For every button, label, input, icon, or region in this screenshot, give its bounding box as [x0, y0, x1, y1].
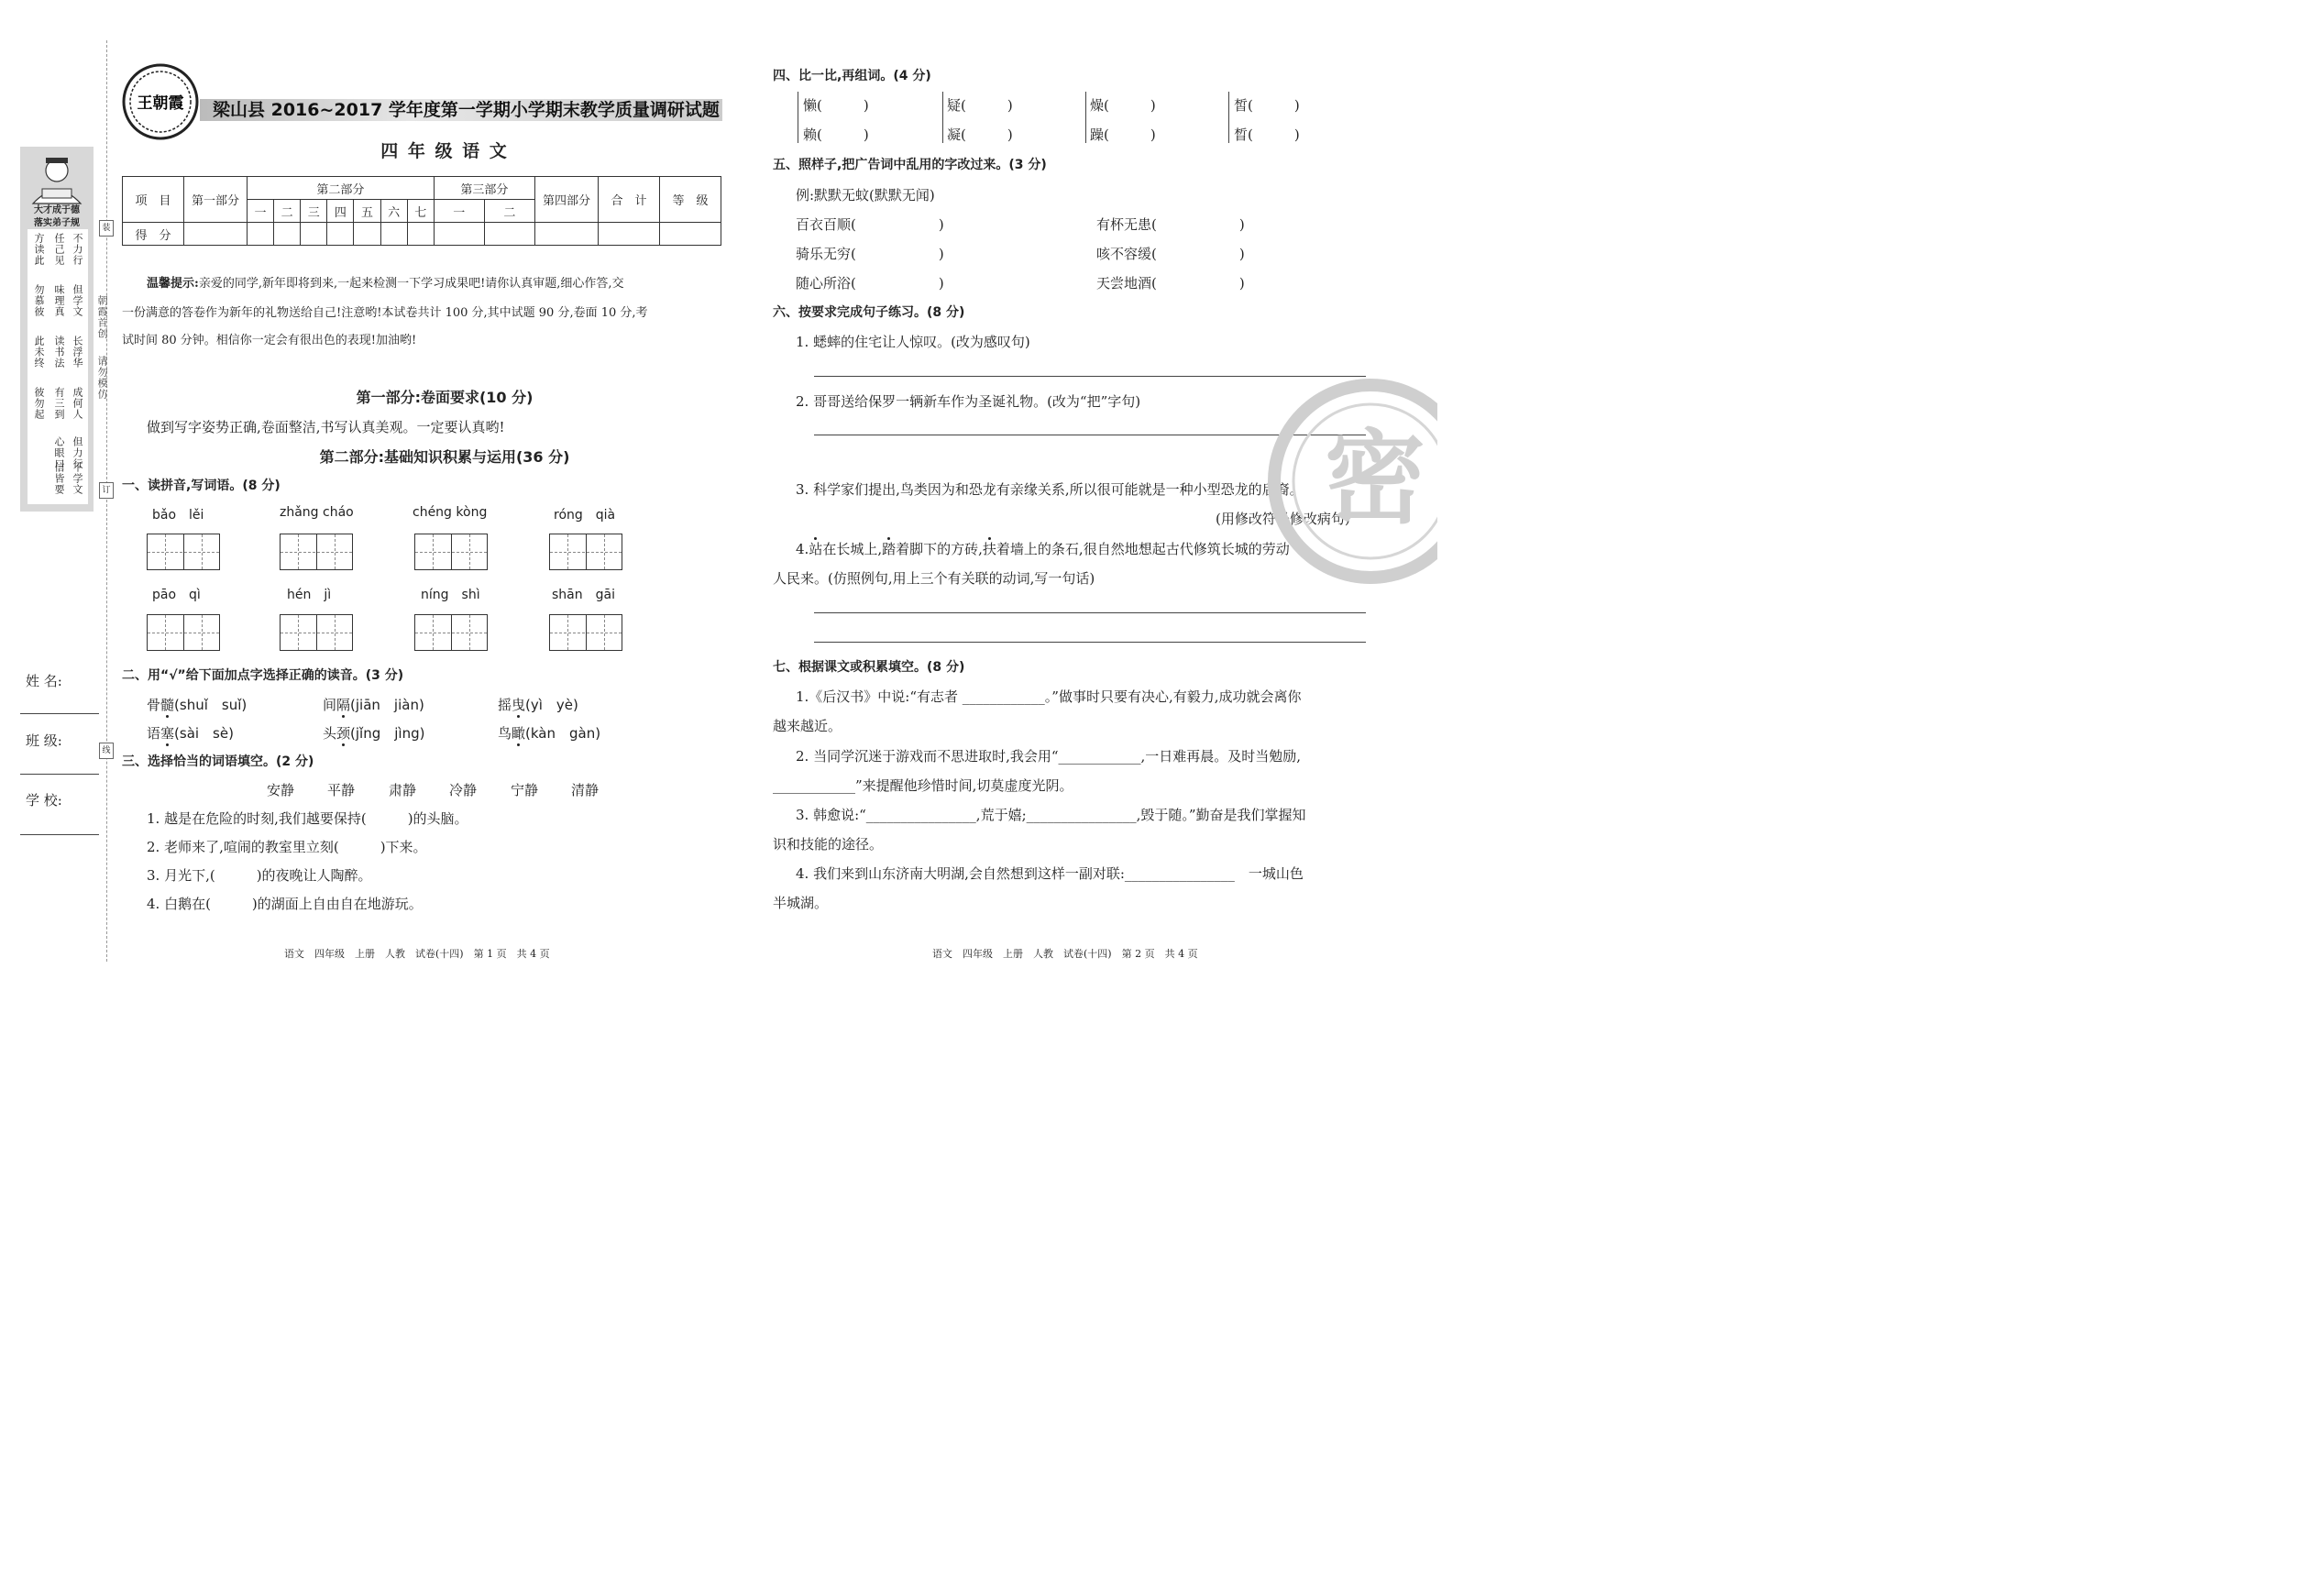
q5-item[interactable]: 有杯无患( )	[1096, 216, 1245, 233]
brand-logo	[121, 62, 200, 141]
footer-left: 语文 四年级 上册 人教 试卷(十四) 第 1 页 共 4 页	[284, 948, 550, 960]
q2-item[interactable]	[498, 695, 578, 714]
pinyin: bǎo lěi	[152, 508, 204, 523]
writing-grid[interactable]	[280, 534, 353, 570]
q6-s4-text: 着脚下的方砖,	[896, 541, 983, 557]
q5-title: 五、照样子,把广告词中乱用的字改过来。(3 分)	[773, 158, 1047, 172]
pinyin: chéng kòng	[413, 505, 488, 520]
q5-item[interactable]: 百衣百顺( )	[796, 216, 944, 233]
score-table-header: 第二部分	[248, 177, 435, 200]
q6-sentence-3: 3. 科学家们提出,鸟类因为和恐龙有亲缘关系,所以很可能就是一种小型恐龙的后裔。	[796, 481, 1304, 498]
score-cell[interactable]	[184, 223, 248, 246]
score-table-col: 三	[301, 200, 327, 223]
score-table-header: 合 计	[599, 177, 660, 223]
score-table-col: 一	[434, 200, 484, 223]
school-title: 梁山县 2016~2017 学年度第一学期小学期末教学质量调研试题	[213, 100, 720, 120]
q4-item[interactable]: 晳( )	[1234, 127, 1300, 143]
tips-line-3: 试时间 80 分钟。相信你一定会有很出色的表现!加油哟!	[122, 334, 417, 347]
dotted-char: 塞	[160, 725, 175, 742]
poem-col: 有三到	[53, 387, 65, 420]
binding-line	[106, 40, 107, 962]
dotted-verb: 扶	[982, 541, 996, 557]
q7-line-1b: 越来越近。	[773, 718, 842, 734]
stamp-character: 密	[1325, 420, 1425, 537]
q3-item[interactable]: 1. 越是在危险的时刻,我们越要保持( )的头脑。	[147, 810, 468, 827]
q4-bracket	[1085, 92, 1086, 143]
q6-sentence-4b: 人民来。(仿照例句,用上三个有关联的动词,写一句话)	[773, 570, 1095, 587]
q3-item[interactable]: 2. 老师来了,喧闹的教室里立刻( )下来。	[147, 839, 427, 855]
writing-grid[interactable]	[414, 614, 488, 651]
word-option: 冷静	[449, 782, 478, 798]
name-field[interactable]	[20, 713, 99, 714]
q4-item[interactable]: 皙( )	[1234, 97, 1300, 114]
q6-sentence-1: 1. 蟋蟀的住宅让人惊叹。(改为感叹句)	[796, 334, 1030, 350]
score-cell[interactable]	[407, 223, 434, 246]
secret-stamp-watermark	[1265, 376, 1437, 587]
writing-grid[interactable]	[147, 614, 220, 651]
score-row-label: 得 分	[123, 223, 184, 246]
school-label: 学 校:	[26, 792, 62, 809]
q4-item[interactable]: 赖( )	[803, 127, 869, 143]
q6-s4-text: 在长城上,	[822, 541, 883, 557]
writing-grid[interactable]	[414, 534, 488, 570]
poem-col: 心眼口	[53, 436, 65, 469]
q6-sentence-3-note: (用修改符号修改病句)	[1216, 511, 1350, 527]
score-table-col: 一	[248, 200, 274, 223]
sidebar-motto-panel	[20, 147, 94, 512]
score-table-col: 二	[274, 200, 301, 223]
subject-title: 四 年 级 语 文	[380, 141, 509, 161]
q2-item[interactable]	[323, 695, 424, 714]
word-option: 平静	[327, 782, 356, 798]
score-table-header: 第四部分	[535, 177, 599, 223]
poem-col: 此未终	[33, 336, 45, 369]
score-table-header: 第三部分	[434, 177, 534, 200]
writing-grid[interactable]	[549, 614, 622, 651]
dotted-verb: 踏	[882, 541, 897, 557]
dotted-char: 髓	[160, 697, 175, 713]
q7-line-2b[interactable]: ____________”来提醒他珍惜时间,切莫虚度光阴。	[773, 777, 1073, 794]
score-cell[interactable]	[599, 223, 660, 246]
pinyin: hén jì	[287, 588, 332, 602]
writing-grid[interactable]	[147, 534, 220, 570]
pinyin: shān gāi	[552, 588, 615, 602]
score-table	[122, 176, 721, 246]
score-cell[interactable]	[660, 223, 721, 246]
logo-lettering: 王朝霞	[137, 94, 184, 113]
motto-line-2: 落实弟子规	[34, 218, 80, 228]
score-table-col: 六	[380, 200, 407, 223]
pinyin-options: (jǐng jìng)	[350, 725, 425, 742]
q7-line-1[interactable]: 1.《后汉书》中说:“有志者 ____________。”做事时只要有决心,有毅力,成功就会离你	[796, 688, 1302, 705]
score-table-col: 二	[484, 200, 534, 223]
q4-item[interactable]: 燥( )	[1090, 97, 1156, 114]
pinyin: níng shì	[421, 588, 480, 602]
char: 头	[323, 725, 337, 742]
q3-item[interactable]: 3. 月光下,( )的夜晚让人陶醉。	[147, 867, 372, 884]
scholar-illustration	[20, 150, 94, 205]
score-cell[interactable]	[484, 223, 534, 246]
score-table-col: 七	[407, 200, 434, 223]
pinyin-options: (sài sè)	[174, 725, 234, 742]
edge-mark: 装	[99, 220, 114, 237]
poem-col: 但力行	[72, 436, 83, 469]
q5-item[interactable]: 咳不容缓( )	[1096, 246, 1245, 262]
score-table-col: 五	[354, 200, 380, 223]
poem-col: 味理真	[53, 284, 65, 317]
part1-title: 第一部分:卷面要求(10 分)	[356, 389, 534, 406]
answer-line[interactable]	[814, 642, 1366, 643]
edge-mark: 订	[99, 482, 114, 499]
poem-col: 勿慕彼	[33, 284, 45, 317]
score-table-col: 四	[327, 200, 354, 223]
part2-title: 第二部分:基础知识积累与运用(36 分)	[319, 448, 570, 466]
q7-line-4[interactable]: 4. 我们来到山东济南大明湖,会自然想到这样一副对联:________________ 一城山色	[796, 865, 1304, 882]
q2-item[interactable]	[147, 723, 234, 743]
tips-line-2: 一份满意的答卷作为新年的礼物送给自己!注意哟!本试卷共计 100 分,其中试题 90 分,卷面 10 分,考	[122, 306, 648, 320]
pinyin-options: (jiān jiàn)	[350, 697, 424, 713]
answer-line[interactable]	[814, 612, 1366, 613]
q2-title: 二、用“√”给下面加点字选择正确的读音。(3 分)	[122, 668, 404, 683]
poem-col: 任己见	[53, 233, 65, 266]
q7-line-2[interactable]: 2. 当同学沉迷于游戏而不思进取时,我会用“____________,一日难再晨。及时当勉励,	[796, 748, 1302, 765]
school-field[interactable]	[20, 834, 99, 835]
score-cell[interactable]	[301, 223, 327, 246]
poem-col: 长浮华	[72, 336, 83, 369]
q4-item[interactable]: 凝( )	[947, 127, 1013, 143]
poem-col: 不力行	[72, 233, 83, 266]
score-table-header: 等 级	[660, 177, 721, 223]
dotted-char: 瞰	[512, 725, 526, 742]
dotted-char: 曳	[512, 697, 526, 713]
poem-col: 方读此	[33, 233, 45, 266]
q2-item[interactable]	[147, 695, 247, 714]
q5-item[interactable]: 骑乐无穷( )	[796, 246, 944, 262]
vertical-note-1: 朝霞首创	[96, 295, 108, 339]
pinyin: pāo qì	[152, 588, 201, 602]
pinyin: zhǎng cháo	[280, 505, 354, 520]
q4-bracket	[942, 92, 943, 143]
score-cell[interactable]	[535, 223, 599, 246]
q6-s4-text: 着墙上的条石,很自然地想起古代修筑长城的劳动	[996, 541, 1290, 557]
part1-text: 做到写字姿势正确,卷面整洁,书写认真美观。一定要认真哟!	[147, 419, 505, 435]
dotted-verb: 站	[809, 541, 823, 557]
q2-item[interactable]	[323, 723, 424, 743]
q4-item[interactable]: 躁( )	[1090, 127, 1156, 143]
edge-mark: 线	[99, 743, 114, 759]
word-option: 清静	[571, 782, 600, 798]
q6-s4-num: 4.	[796, 541, 809, 557]
poem-col: 不学文	[72, 462, 83, 495]
score-table-header: 项 目	[123, 177, 184, 223]
q1-title: 一、读拼音,写词语。(8 分)	[122, 479, 281, 493]
char: 间	[323, 697, 337, 713]
q7-title: 七、根据课文或积累填空。(8 分)	[773, 660, 965, 675]
class-field[interactable]	[20, 774, 99, 775]
dotted-char: 颈	[336, 725, 351, 742]
poem-col: 读书法	[53, 336, 65, 369]
writing-grid[interactable]	[549, 534, 622, 570]
poem-col: 成何人	[72, 387, 83, 420]
q4-bracket	[1228, 92, 1229, 143]
q7-line-4b: 半城湖。	[773, 895, 829, 911]
char: 语	[147, 725, 161, 742]
word-option: 宁静	[511, 782, 539, 798]
char: 骨	[147, 697, 161, 713]
score-table-header: 第一部分	[184, 177, 248, 223]
poem-col: 但学文	[72, 284, 83, 317]
q3-title: 三、选择恰当的词语填空。(2 分)	[122, 754, 314, 769]
pinyin-options: (yì yè)	[525, 697, 578, 713]
tips-line-1	[147, 273, 724, 291]
poem-box	[28, 229, 88, 504]
pinyin-options: (kàn gàn)	[525, 725, 601, 742]
q6-title: 六、按要求完成句子练习。(8 分)	[773, 305, 965, 320]
pinyin: róng qià	[554, 508, 616, 523]
poem-col: 彼勿起	[33, 387, 45, 420]
char: 摇	[498, 697, 512, 713]
score-cell[interactable]	[380, 223, 407, 246]
q6-sentence-4	[796, 539, 1290, 558]
footer-right: 语文 四年级 上册 人教 试卷(十四) 第 2 页 共 4 页	[932, 948, 1198, 960]
q5-item[interactable]: 天尝地酒( )	[1096, 275, 1245, 292]
score-cell[interactable]	[248, 223, 274, 246]
pinyin-options: (shuǐ suǐ)	[174, 697, 248, 713]
q4-item[interactable]: 懒( )	[803, 97, 869, 114]
tips-text: 亲爱的同学,新年即将到来,一起来检测一下学习成果吧!请你认真审题,细心作答,交	[198, 277, 624, 291]
word-option: 安静	[267, 782, 295, 798]
q6-sentence-2: 2. 哥哥送给保罗一辆新车作为圣诞礼物。(改为“把”字句)	[796, 393, 1141, 410]
q7-line-3[interactable]: 3. 韩愈说:“________________,荒于嬉;________________,毁于随。”勤奋是我们掌握知	[796, 807, 1306, 823]
word-option: 肃静	[389, 782, 417, 798]
name-label: 姓 名:	[26, 673, 62, 689]
q5-item[interactable]: 随心所浴( )	[796, 275, 944, 292]
q4-title: 四、比一比,再组词。(4 分)	[773, 69, 931, 83]
class-label: 班 级:	[26, 732, 62, 749]
score-cell[interactable]	[434, 223, 484, 246]
q7-line-3b: 识和技能的途径。	[773, 836, 884, 853]
q2-item[interactable]	[498, 723, 600, 743]
vertical-note-2: 请勿模仿	[96, 356, 108, 400]
score-cell[interactable]	[354, 223, 380, 246]
writing-grid[interactable]	[280, 614, 353, 651]
dotted-char: 隔	[336, 697, 351, 713]
tips-label: 温馨提示:	[147, 277, 199, 291]
score-cell[interactable]	[327, 223, 354, 246]
score-cell[interactable]	[274, 223, 301, 246]
q4-item[interactable]: 疑( )	[947, 97, 1013, 114]
motto-line-1: 大才成于德	[34, 205, 80, 215]
q5-example: 例:默默无蚊(默默无闻)	[796, 187, 935, 204]
q3-item[interactable]: 4. 白鹅在( )的湖面上自由自在地游玩。	[147, 896, 423, 912]
poem-col: 信皆要	[53, 462, 65, 495]
char: 鸟	[498, 725, 512, 742]
